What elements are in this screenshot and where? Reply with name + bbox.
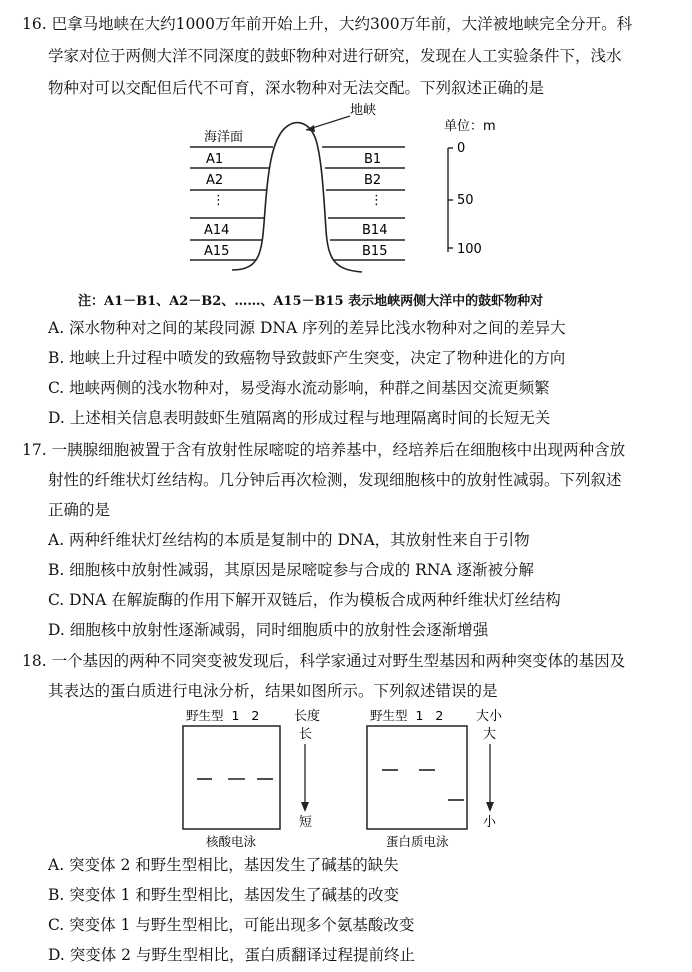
q16-figure-note: 注：A1－B1、A2－B2、……、A15－B15 表示地峡两侧大洋中的鼓虾物种对 [78,294,544,309]
q18-option-a: A. 突变体 2 和野生型相比，基因发生了碱基的缺失 [48,856,399,874]
right-scale-bottom: 小 [483,815,497,830]
left-scale-top: 长 [299,727,313,742]
right-scale-top: 大 [483,727,497,742]
right-label-b15: B15 [362,244,388,259]
q16-option-c: C. 地峡两侧的浅水物种对，易受海水流动影响，种群之间基因交流更频繁 [48,379,550,397]
electrophoresis-figure [0,706,692,856]
q17-option-c: C. DNA 在解旋酶的作用下解开双链后，作为模板合成两种纤维状灯丝结构 [48,591,561,609]
scale-tick-50: 50 [457,193,474,208]
q17-option-a: A. 两种纤维状灯丝结构的本质是复制中的 DNA，其放射性来自于引物 [48,531,530,549]
q18-stem-line-1: 18. 一个基因的两种不同突变被发现后，科学家通过对野生型基因和两种突变体的基因及 [22,652,626,670]
left-caption: 核酸电泳 [206,834,257,849]
right-label-b14: B14 [362,223,388,238]
left-lane-header: 野生型 1 2 [186,708,260,723]
left-label-dots: ⋮ [212,193,225,208]
q18-option-b: B. 突变体 1 和野生型相比，基因发生了碱基的改变 [48,886,399,904]
right-scale-title: 大小 [476,709,503,724]
isthmus-label: 地峡 [350,103,377,118]
right-label-dots: ⋮ [370,193,383,208]
q17-option-d: D. 细胞核中放射性逐渐减弱，同时细胞质中的放射性会逐渐增强 [48,621,489,639]
unit-label: 单位：m [444,119,496,134]
q16-stem-line-3: 物种对可以交配但后代不可育，深水物种对无法交配。下列叙述正确的是 [48,79,545,97]
q18-stem-line-2: 其表达的蛋白质进行电泳分析，结果如图所示。下列叙述错误的是 [48,682,498,700]
right-label-b2: B2 [364,173,382,188]
right-caption: 蛋白质电泳 [386,834,449,849]
nucleic-acid-gel [183,726,280,829]
q17-stem-line-1: 17. 一胰腺细胞被置于含有放射性尿嘧啶的培养基中，经培养后在细胞核中出现两种含放 [22,441,626,459]
isthmus-figure [0,100,692,280]
sea-level-label: 海洋面 [204,130,244,145]
q18-option-d: D. 突变体 2 与野生型相比，蛋白质翻译过程提前终止 [48,946,415,964]
right-lane-header: 野生型 1 2 [370,708,444,723]
q16-stem-line-2: 学家对位于两侧大洋不同深度的鼓虾物种对进行研究，发现在人工实验条件下，浅水 [48,47,622,65]
q16-option-d: D. 上述相关信息表明鼓虾生殖隔离的形成过程与地理隔离时间的长短无关 [48,409,551,427]
left-label-a2: A2 [206,173,224,188]
right-label-b1: B1 [364,152,382,167]
isthmus-shape [232,123,362,272]
scale-tick-100: 100 [457,242,482,257]
q16-stem-line-1: 16. 巴拿马地峡在大约1000万年前开始上升，大约300万年前，大洋被地峡完全分开。科 [22,15,633,33]
left-label-a1: A1 [206,152,224,167]
protein-gel [367,726,467,829]
q18-option-c: C. 突变体 1 与野生型相比，可能出现多个氨基酸改变 [48,916,415,934]
q17-stem-line-3: 正确的是 [48,501,111,519]
left-label-a15: A15 [204,244,230,259]
left-scale-title: 长度 [294,709,321,724]
q16-option-b: B. 地峡上升过程中喷发的致癌物导致鼓虾产生突变，决定了物种进化的方向 [48,349,566,367]
left-scale-bottom: 短 [299,815,313,830]
q16-option-a: A. 深水物种对之间的某段同源 DNA 序列的差异比浅水物种对之间的差异大 [48,319,566,337]
q17-stem-line-2: 射性的纤维状灯丝结构。几分钟后再次检测，发现细胞核中的放射性减弱。下列叙述 [48,471,622,489]
q17-option-b: B. 细胞核中放射性减弱，其原因是尿嘧啶参与合成的 RNA 逐渐被分解 [48,561,535,579]
left-label-a14: A14 [204,223,230,238]
scale-tick-0: 0 [457,141,466,156]
